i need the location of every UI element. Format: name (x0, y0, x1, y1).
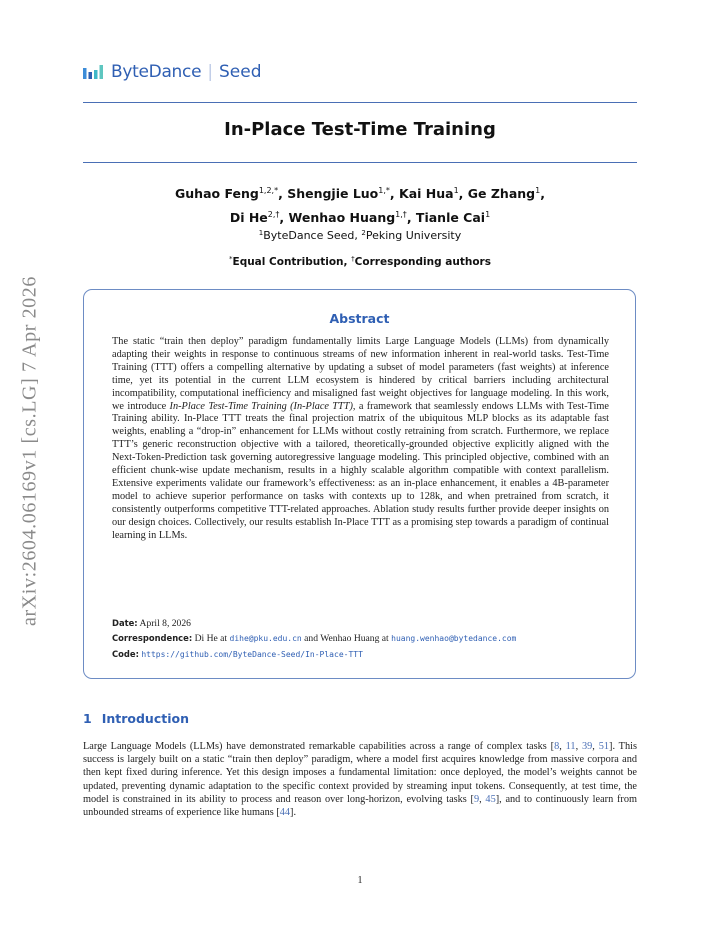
intro-text-3: ], and to continuously learn from unbounded streams of experience like humans [ (83, 793, 637, 819)
citation-link[interactable]: 45 (485, 793, 496, 805)
code-line (112, 647, 615, 662)
code-link[interactable]: https://github.com/ByteDance-Seed/In-Place-TTT (141, 649, 363, 659)
author-affiliation-marker: 1 (535, 186, 541, 195)
correspondence-label: Correspondence: (112, 633, 193, 644)
correspondence-name-2: and Wenhao Huang at (304, 633, 389, 645)
abstract-box (83, 289, 636, 679)
intro-text-4: ]. (290, 807, 297, 819)
citation-link[interactable]: 44 (279, 807, 291, 819)
author-name: Guhao Feng (175, 186, 259, 201)
affiliation-2-marker: 2 (361, 229, 366, 237)
author-affiliation-marker: 1,2,* (258, 186, 279, 195)
author-affiliation-marker: 1,† (395, 210, 407, 219)
author-name: Ge Zhang (467, 186, 536, 201)
section-heading (83, 711, 189, 726)
abstract-heading: Abstract (329, 311, 390, 326)
intro-text-1: Large Language Models (LLMs) have demonstrated remarkable capabilities across a range of complex tasks [ (83, 741, 555, 752)
affiliation-1: ByteDance Seed (263, 229, 355, 242)
author-list (0, 180, 720, 228)
author-name: Di He (229, 210, 268, 225)
intro-paragraph: Large Language Models (LLMs) have demonstrated remarkable capabilities across a range of complex tasks [8, 11, 39, 51]. This success is largely built on a static “train then deploy” paradigm, where a model first acquires knowledge from massive corpora and then kept fixed during inference. Yet this design imposes a fundamental limitation: once deployed, the model’s weights cannot be updated, preventing dynamic adaptation to the specific context provided by streaming input tokens. Consequently, at test time, the model is constrained in its ability to process and reason over long-horizon, evolving tasks [9, 45], and to continuously learn from unbounded streams of experience like humans [44]. (83, 741, 637, 819)
author-name: Wenhao Huang (288, 210, 396, 225)
correspondence-name-1: Di He at (194, 633, 228, 645)
citation-link[interactable]: 39 (582, 741, 593, 752)
bytedance-seed-logo (83, 61, 261, 83)
date-label: Date: (112, 618, 138, 628)
title-rule (83, 162, 637, 163)
author-line-2: Di $He^{2,\dagger}$, Wenhao Huang$^{1,\dagger}$, Tianle Cai$^1$ (229, 210, 491, 225)
citation-link[interactable]: 11 (565, 741, 576, 752)
date-line (112, 616, 615, 631)
bytedance-logo-icon (83, 64, 105, 80)
date-value: April 8, 2026 (139, 618, 191, 629)
abstract-text (112, 336, 609, 543)
author-affiliation-marker: 2,† (267, 210, 280, 219)
author-name: Shengjie Luo (287, 186, 379, 201)
author-name: Tianle Cai (415, 210, 486, 225)
affiliations: $^1$ByteDance Seed, $^2$Peking University (258, 229, 462, 242)
email-link-1[interactable]: dihe@pku.edu.cn (229, 634, 302, 644)
citation-link[interactable]: 51 (598, 741, 610, 752)
abstract-framework-name: In-Place Test-Time Training (In-Place TTT) (169, 400, 353, 412)
email-link-2[interactable]: huang.wenhao@bytedance.com (391, 634, 517, 644)
top-rule (83, 102, 637, 103)
affiliation-2: Peking University (365, 229, 462, 242)
intro-text-2: ]. This success is largely built on a static “train then deploy” paradigm, where a model first acquires knowledge from massive corpora and then kept fixed during inference. Yet this design imposes a fundamental limitation: once deployed, the model’s weights cannot be updated, preventing dynamic adaptation to the specific context provided by streaming input tokens. Consequently, at test time, the model is constrained in its ability to process and reason over long-horizon, evolving tasks [ (83, 741, 637, 805)
citation-link[interactable]: 9 (473, 793, 480, 805)
author-affiliation-marker: 1,* (378, 186, 390, 195)
arxiv-stamp (10, 263, 50, 639)
corresponding-label: Corresponding authors (354, 256, 491, 268)
brand-name: ByteDance (111, 62, 202, 82)
abstract-text-part-2: , a framework that seamlessly endows LLMs with Test-Time Training ability. In-Place TTT treats the final projection matrix of the ubiquitous MLP blocks as its adaptable fast weights, enabling a “drop-in” enhancement for LLMs without costly retraining from scratch. Furthermore, we replace TTT’s generic reconstruction objective with a tailored, theoretically-grounded objective explicitly aligned with the Next-Token-Prediction task governing autoregressive language modeling. This principled objective, combined with an efficient chunk-wise update mechanism, results in a highly scalable algorithm compatible with context parallelism. Extensive experiments validate our framework’s effectiveness: as an in-place enhancement, it enables a 4B-parameter model to achieve superior performance on tasks with contexts up to 128k, and when pretrained from scratch, it consistently outperforms competitive TTT-related approaches. Ablation study results further provide deeper insights on our design choices. Collectively, our results establish In-Place TTT as a promising step towards a paradigm of continual learning in LLMs. (112, 400, 609, 541)
arxiv-stamp-text: arXiv:2604.06169v1 [cs.LG] 7 Apr 2026 (18, 276, 41, 626)
abstract-meta (112, 616, 615, 662)
affiliation-1-marker: 1 (258, 229, 264, 237)
equal-contribution-marker: * (229, 255, 233, 263)
author-name: Kai Hua (399, 186, 454, 201)
corresponding-marker: † (351, 255, 355, 263)
citation-link[interactable]: 8 (554, 741, 560, 752)
page-number: 1 (357, 875, 363, 886)
author-line-1: Guhao Feng$^{1,2,*}$, Shengjie Luo$^{1,*}$, Kai Hua$^1$, Ge Zhang$^1$, (175, 186, 545, 201)
brand-sub: Seed (218, 62, 262, 82)
code-label: Code: (112, 648, 139, 659)
abstract-text-part-1: The static “train then deploy” paradigm fundamentally limits Large Language Models (LLMs) from dynamically adapting their weights in response to continuous streams of new information inherent in real-world tasks. Test-Time Training (TTT) offers a compelling alternative by updating a subset of model parameters (fast weights) at inference time, yet its potential in the current LLM ecosystem is hindered by critical barriers including architectural incompatibility, computational inefficiency and misaligned fast weight objectives for language modeling. In this work, we introduce (112, 336, 609, 412)
brand-separator: | (207, 62, 213, 82)
paper-title: In-Place Test-Time Training (224, 119, 496, 140)
equal-contribution-label: Equal Contribution (232, 256, 344, 268)
correspondence-line (112, 631, 615, 646)
author-affiliation-marker: 1 (453, 186, 459, 195)
section-number: 1 (83, 711, 92, 726)
section-title: Introduction (101, 711, 189, 726)
author-affiliation-marker: 1 (485, 210, 491, 219)
contribution-note: *Equal Contribution, †Corresponding authors (229, 255, 491, 268)
